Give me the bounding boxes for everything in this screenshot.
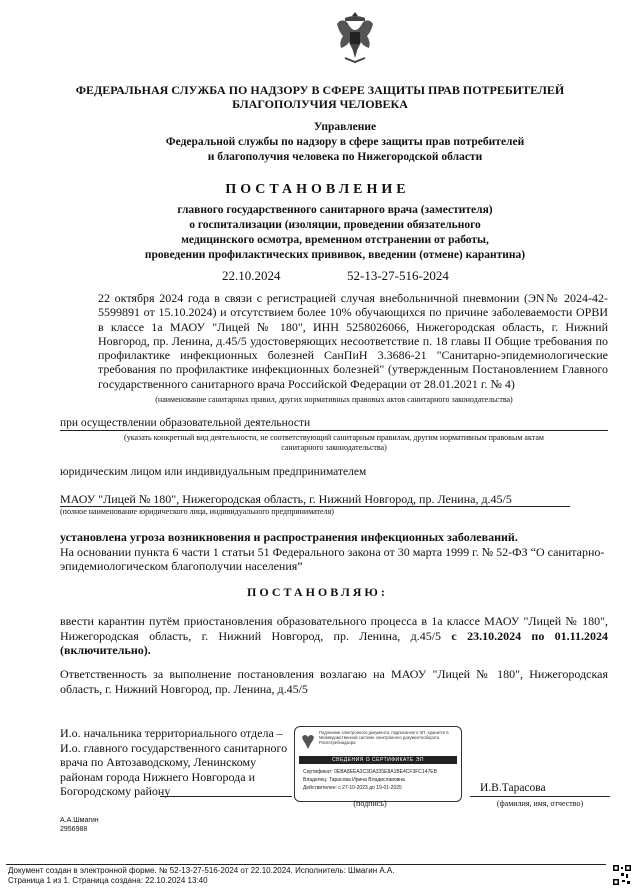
violation-text: 22 октября 2024 года в связи с регистрацией случая внебольничной пневмонии (ЭN№ 2024-42-5599891 от 15.10.2024) и отсутствием более 10% обучающихся по причине заболеваемости ОРВИ в классе 1а МАОУ "Лицей № 180", ИНН 5258026066, Нижегородская область, г. Нижний Новгород, пр. Ленина, д.45/5 удостоверяющих несоответствие п. 18 главы II Общие требования по профилактике инфекционных болезней СанПиН 3.3686-21 "Санитарно-эпидемиологические требования по профилактике инфекционных болезней" (утвержденным Постановлением Главного государственного санитарного врача Российской Федерации от 28.01.2021 г. № 4): [98, 291, 608, 391]
caption-activity-line-2: санитарного законодательства): [281, 443, 387, 452]
legal-basis: На основании пункта 6 части 1 статьи 51 Федерального закона от 30 марта 1999 г. № 52-ФЗ “О санитарно-эпидемиологическом благополучии населения”: [60, 544, 605, 573]
caption-organization: (полное наименование юридического лица, индивидуального предпринимателя): [60, 507, 334, 516]
department-name: [100, 120, 590, 165]
qr-code-icon: [612, 864, 632, 886]
coat-of-arms-emblem: [331, 8, 379, 66]
threat-statement: установлена угроза возникновения и распространения инфекционных заболеваний.: [60, 530, 518, 544]
decision-paragraph: [60, 614, 608, 658]
stamp-header: СВЕДЕНИЯ О СЕРТИФИКАТЕ ЭП: [299, 756, 457, 764]
footer-line-2: Страница 1 из 1. Страница создана: 22.10.2024 13:40: [8, 875, 208, 885]
document-date: 22.10.2024: [222, 268, 281, 283]
caption-activity: [60, 433, 608, 453]
service-name: [40, 83, 600, 111]
caption-regulations: (наименование санитарных правил, других нормативных правовых актов санитарного законодательства): [155, 395, 513, 404]
organization-name: МАОУ "Лицей № 180", Нижегородская область, г. Нижний Новгород, пр. Ленина, д.45/5: [60, 492, 512, 506]
mgmt-line-2: Федеральной службы по надзору в сфере защиты прав потребителей: [165, 136, 525, 148]
caption-activity-line-1: (указать конкретный вид деятельности, не соответствующий санитарным правилам, другим нормативным правовым актам: [124, 433, 544, 442]
stamp-note: Подлинник электронного документа, подписанного ЭП, хранится в Межведомственной системе электронного документооборота Роспотребнадзора: [319, 730, 449, 745]
name-caption: (фамилия, имя, отчество): [496, 799, 584, 808]
signer-line-5: Богородскому району: [60, 784, 171, 798]
subtitle-line-4: проведении профилактических прививок, введении (отмене) карантина): [144, 249, 526, 261]
threat-paragraph: [60, 530, 608, 574]
stamp-emblem-icon: [300, 731, 316, 751]
subtitle-line-1: главного государственного санитарного врача (заместителя): [177, 204, 493, 216]
document-number: 52-13-27-516-2024: [347, 268, 449, 283]
executor-name: А.А.Шмагин: [60, 817, 99, 824]
stamp-validity: Действителен: с 27-10-2023 до 19-01-2025: [303, 785, 402, 791]
subtitle-line-3: медицинского осмотра, временном отстранении от работы,: [181, 234, 489, 246]
electronic-signature-stamp: [294, 726, 462, 802]
quarantine-period: с 23.10.2024 по 01.11.2024 (включительно).: [60, 628, 609, 657]
signer-line-4: районам города Нижнего Новгорода и: [60, 769, 256, 784]
resolution-heading: ПОСТАНОВЛЯЮ:: [247, 585, 388, 599]
signer-line-1: И.о. начальника территориального отдела –: [60, 726, 283, 740]
activity-underline: [60, 430, 608, 431]
legal-entity-text: юридическим лицом или индивидуальным предпринимателем: [60, 466, 367, 478]
org-line-2: БЛАГОПОЛУЧИЯ ЧЕЛОВЕКА: [232, 97, 408, 111]
signer-line-3: врача по Автозаводскому, Ленинскому: [60, 755, 257, 769]
org-line-1: ФЕДЕРАЛЬНАЯ СЛУЖБА ПО НАДЗОРУ В СФЕРЕ ЗАЩИТЫ ПРАВ ПОТРЕБИТЕЛЕЙ: [75, 83, 565, 97]
signer-line-2: И.о. главного государственного санитарного: [60, 740, 288, 755]
executor-phone: 2956988: [60, 826, 88, 833]
document-title: ПОСТАНОВЛЕНИЕ: [225, 182, 410, 197]
signature-underline: [160, 796, 292, 797]
signer-title: [60, 726, 290, 799]
stamp-certificate: Сертификат: 0EBA8EEA3C3DA335E8A1BE4CF3FC147EB: [303, 769, 437, 775]
mgmt-line-3: и благополучия человека по Нижегородской области: [207, 151, 483, 163]
footer-divider: [6, 864, 606, 865]
decision-text: ввести карантин путём приостановления образовательного процесса в 1а классе МАОУ "Лицей № 180", Нижегородская область, г. Нижний Новгород, пр. Ленина, д.45/5: [60, 614, 608, 643]
document-subtitle: [100, 203, 570, 263]
stamp-owner: Владелец: Тарасова Ирина Владиславовна: [303, 777, 405, 783]
activity-text: при осуществлении образовательной деятельности: [60, 417, 311, 429]
footer-line-1: Документ создан в электронной форме. № 52-13-27-516-2024 от 22.10.2024. Исполнитель: Шмагин А.А.: [8, 866, 395, 875]
executor-info: [60, 816, 99, 834]
signer-name: И.В.Тарасова: [480, 782, 546, 794]
responsibility-paragraph: Ответственность за выполнение постановления возлагаю на МАОУ "Лицей № 180", Нижегородская область, г. Нижний Новгород, пр. Ленина, д.45/5: [60, 667, 608, 696]
subtitle-line-2: о госпитализации (изоляции, проведении обязательного: [189, 219, 481, 231]
name-underline: [470, 796, 610, 797]
body-paragraph: [60, 291, 608, 391]
mgmt-line-1: Управление: [313, 121, 377, 133]
signature-caption: (подпись): [353, 799, 387, 808]
page-footer: [8, 866, 394, 885]
